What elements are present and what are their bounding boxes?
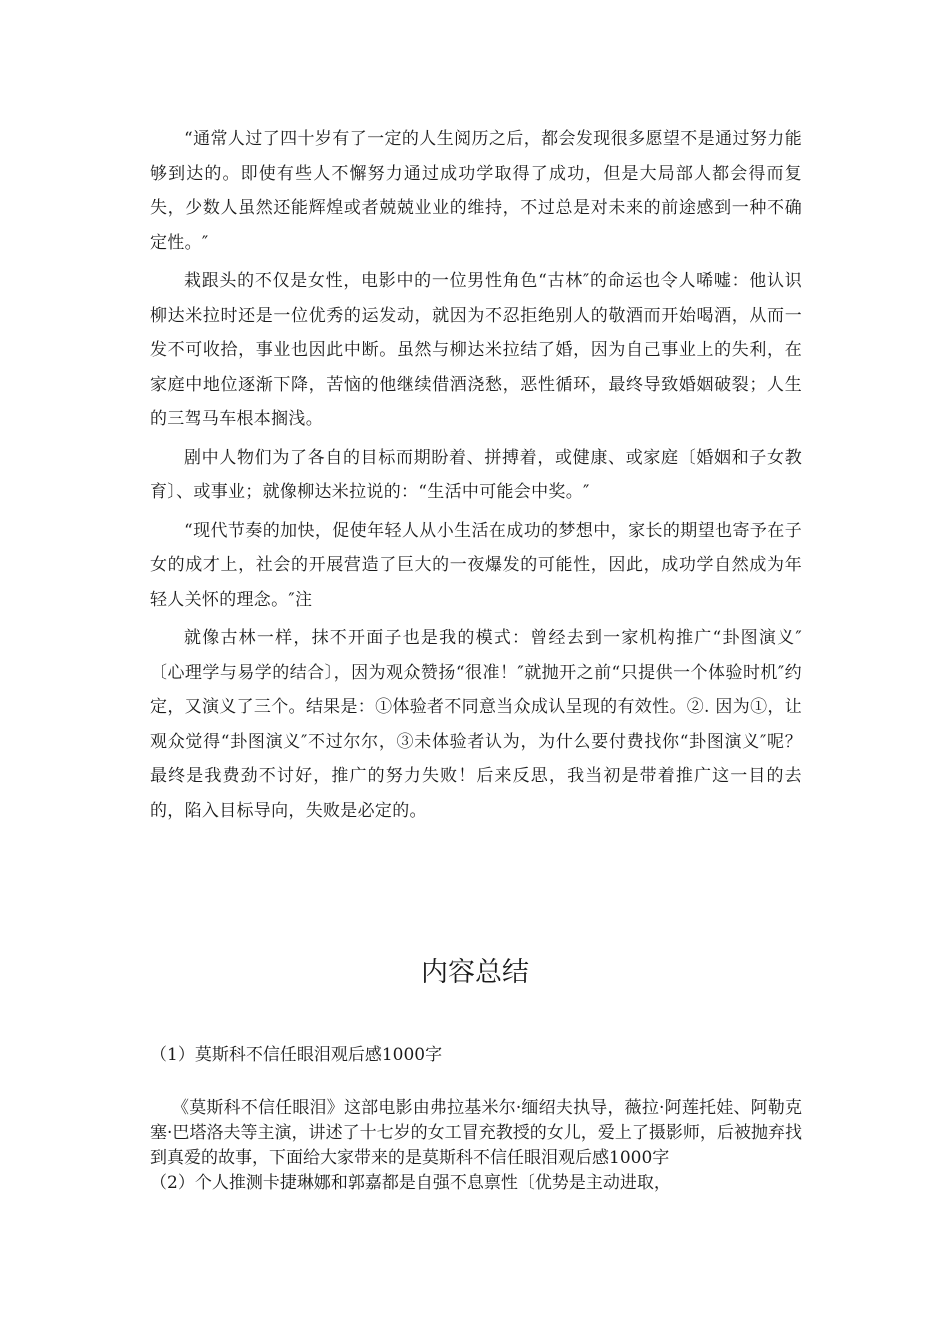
summary-intro: 《莫斯科不信任眼泪》这部电影由弗拉基米尔·缅绍夫执导，薇拉·阿莲托娃、阿勒克塞·巴塔洛夫等主演，讲述了十七岁的女工冒充教授的女儿，爱上了摄影师，后被抛弃找到真爱的故事，下面给大家带来的是莫斯科不信任眼泪观后感1000字	[150, 1098, 802, 1168]
summary-item-2: （2）个人推测卡捷琳娜和郭嘉都是自强不息禀性〔优势是主动进取，	[150, 1173, 671, 1193]
summary-item-1: （1）莫斯科不信任眼泪观后感1000字	[150, 1045, 443, 1065]
paragraph-4: “现代节奏的加快，促使年轻人从小生活在成功的梦想中，家长的期望也寄予在子女的成才上，社会的开展营造了巨大的一夜爆发的可能性，因此，成功学自然成为年轻人关怀的理念。″注	[150, 520, 802, 610]
paragraph-3: 剧中人物们为了各自的目标而期盼着、拼搏着，或健康、或家庭〔婚姻和子女教育〕、或事业；就像柳达米拉说的：“生活中可能会中奖。″	[150, 447, 802, 502]
body-text	[150, 122, 802, 832]
paragraph-5: 就像古林一样，抹不开面子也是我的模式：曾经去到一家机构推广“卦图演义″〔心理学与易学的结合〕，因为观众赞扬“很准！″就抛开之前“只提供一个体验时机″约定，又演义了三个。结果是：①体验者不同意当众成认呈现的有效性。②. 因为①，让观众觉得“卦图演义″不过尔尔，③未体验者认为，为什么要付费找你“卦图演义″呢？最终是我费劲不讨好，推广的努力失败！后来反思，我当初是带着推广这一目的去的，陷入目标导向，失败是必定的。	[150, 628, 802, 821]
summary-title: 内容总结	[421, 957, 529, 988]
summary-block	[150, 1096, 802, 1196]
paragraph-2: 栽跟头的不仅是女性，电影中的一位男性角色“古林″的命运也令人唏嘘：他认识柳达米拉时还是一位优秀的运发动，就因为不忍拒绝别人的敬酒而开始喝酒，从而一发不可收拾，事业也因此中断。虽然与柳达米拉结了婚，因为自己事业上的失利，在家庭中地位逐渐下降，苦恼的他继续借酒浇愁，恶性循环，最终导致婚姻破裂；人生的三驾马车根本搁浅。	[150, 271, 802, 429]
paragraph-1: “通常人过了四十岁有了一定的人生阅历之后，都会发现很多愿望不是通过努力能够到达的。即使有些人不懈努力通过成功学取得了成功，但是大局部人都会得而复失，少数人虽然还能辉煌或者兢兢业业的维持，不过总是对未来的前途感到一种不确定性。″	[150, 129, 802, 253]
